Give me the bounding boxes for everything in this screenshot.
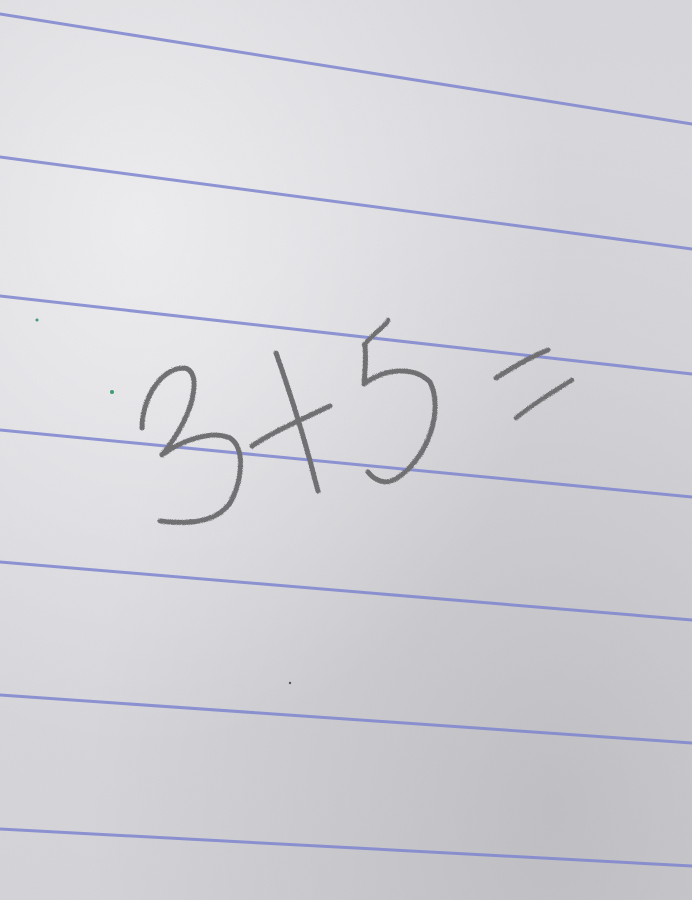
paper-speck (110, 390, 114, 394)
paper-speck (36, 319, 39, 322)
paper-speck (289, 682, 291, 684)
